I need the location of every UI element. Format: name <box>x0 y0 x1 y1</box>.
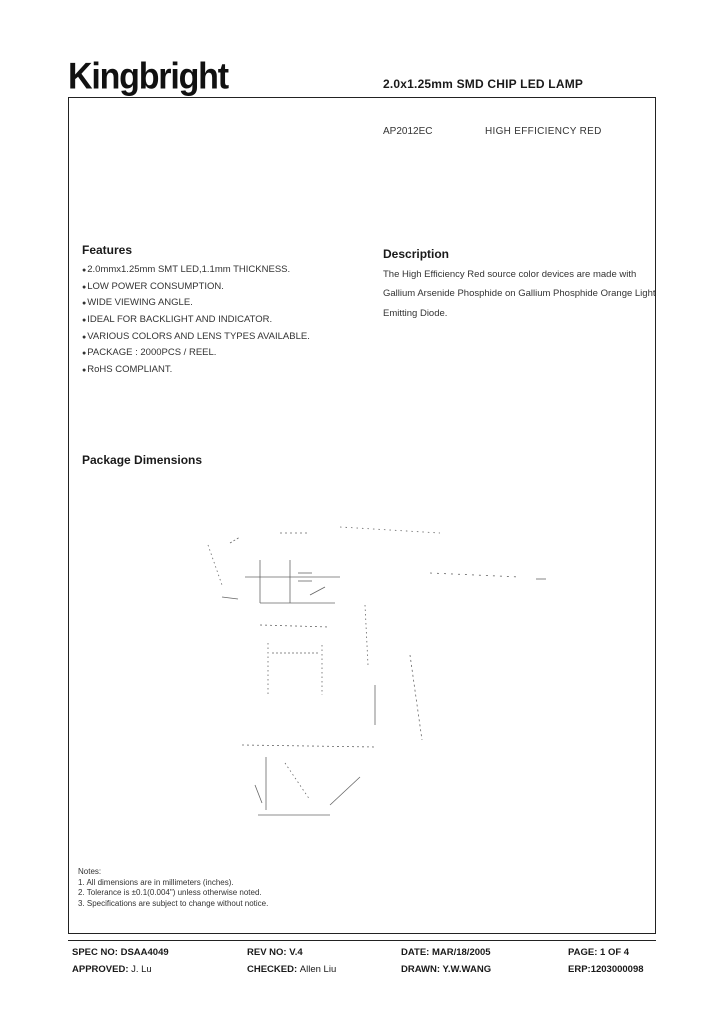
top-view-outline <box>208 527 546 603</box>
description-text: The High Efficiency Red source color devices are made with Gallium Arsenide Phosphide on Gallium Phosphide Orange Light Emitting Diode. <box>383 269 656 319</box>
footer-label: DATE: <box>401 947 430 958</box>
features-list <box>82 262 310 379</box>
footer-drawn <box>401 964 491 975</box>
feature-item <box>82 295 310 312</box>
features-heading: Features <box>82 243 133 257</box>
footer-value: MAR/18/2005 <box>431 947 491 958</box>
footer-label: APPROVED: <box>72 964 129 975</box>
feature-item <box>82 362 310 379</box>
bullet-icon: ● <box>82 300 87 308</box>
feature-item <box>82 345 310 362</box>
footer-date <box>401 947 491 958</box>
bullet-icon: ● <box>82 367 87 375</box>
feature-item <box>82 312 310 329</box>
feature-item <box>82 279 310 296</box>
document-title: 2.0x1.25mm SMD CHIP LED LAMP <box>383 77 584 91</box>
bullet-icon: ● <box>82 283 87 291</box>
footer-label: CHECKED: <box>247 964 298 975</box>
bullet-icon: ● <box>82 267 87 274</box>
note-item: 2. Tolerance is ±0.1(0.004") unless otherwise noted. <box>78 888 262 897</box>
brand-logo: Kingbright <box>68 56 228 98</box>
bullet-icon: ● <box>82 350 87 358</box>
feature-text: LOW POWER CONSUMPTION. <box>87 280 224 292</box>
footer-label: SPEC NO: <box>72 947 118 958</box>
footer-label: DRAWN: <box>401 964 441 975</box>
feature-item <box>82 262 310 279</box>
feature-text: 2.0mmx1.25mm SMT LED,1.1mm THICKNESS. <box>87 264 291 275</box>
footer-checked <box>247 964 336 975</box>
description-heading: Description <box>383 247 450 261</box>
package-dimensions-heading: Package Dimensions <box>82 453 203 467</box>
bottom-view-outline <box>242 745 375 815</box>
package-dimensions-drawing <box>200 515 560 825</box>
bullet-icon: ● <box>82 333 87 341</box>
footer-value: V.4 <box>289 947 303 958</box>
part-number: AP2012EC <box>383 126 433 137</box>
footer-rev-no <box>247 947 303 958</box>
note-item: 3. Specifications are subject to change without notice. <box>78 898 269 908</box>
feature-text: PACKAGE : 2000PCS / REEL. <box>87 347 217 359</box>
notes <box>78 867 268 909</box>
feature-text: WIDE VIEWING ANGLE. <box>87 297 193 309</box>
footer-approved <box>72 964 152 975</box>
footer-value: DSAA4049 <box>120 947 169 958</box>
feature-item <box>82 329 310 346</box>
footer-value: Y.W.WANG <box>442 964 492 975</box>
footer-spec-no <box>72 947 169 958</box>
footer-separator <box>68 940 656 941</box>
footer-value: 1 OF 4 <box>600 947 630 958</box>
footer-label: REV NO: <box>247 947 287 958</box>
footer-page <box>568 947 629 958</box>
footer-erp <box>568 964 644 975</box>
notes-heading: Notes: <box>78 867 102 876</box>
feature-text: VARIOUS COLORS AND LENS TYPES AVAILABLE. <box>87 330 310 342</box>
footer-value: J. Lu <box>131 964 152 975</box>
footer-value: Allen Liu <box>299 964 337 975</box>
bullet-icon: ● <box>82 317 87 325</box>
side-view-outline <box>260 605 422 740</box>
footer-value: 1203000098 <box>590 964 644 975</box>
footer-label: PAGE: <box>568 947 598 958</box>
feature-text: RoHS COMPLIANT. <box>87 364 173 376</box>
note-item: 1. All dimensions are in millimeters (inches). <box>78 877 234 887</box>
feature-text: IDEAL FOR BACKLIGHT AND INDICATOR. <box>87 314 273 326</box>
part-description: HIGH EFFICIENCY RED <box>485 126 602 137</box>
footer-label: ERP: <box>568 964 591 975</box>
